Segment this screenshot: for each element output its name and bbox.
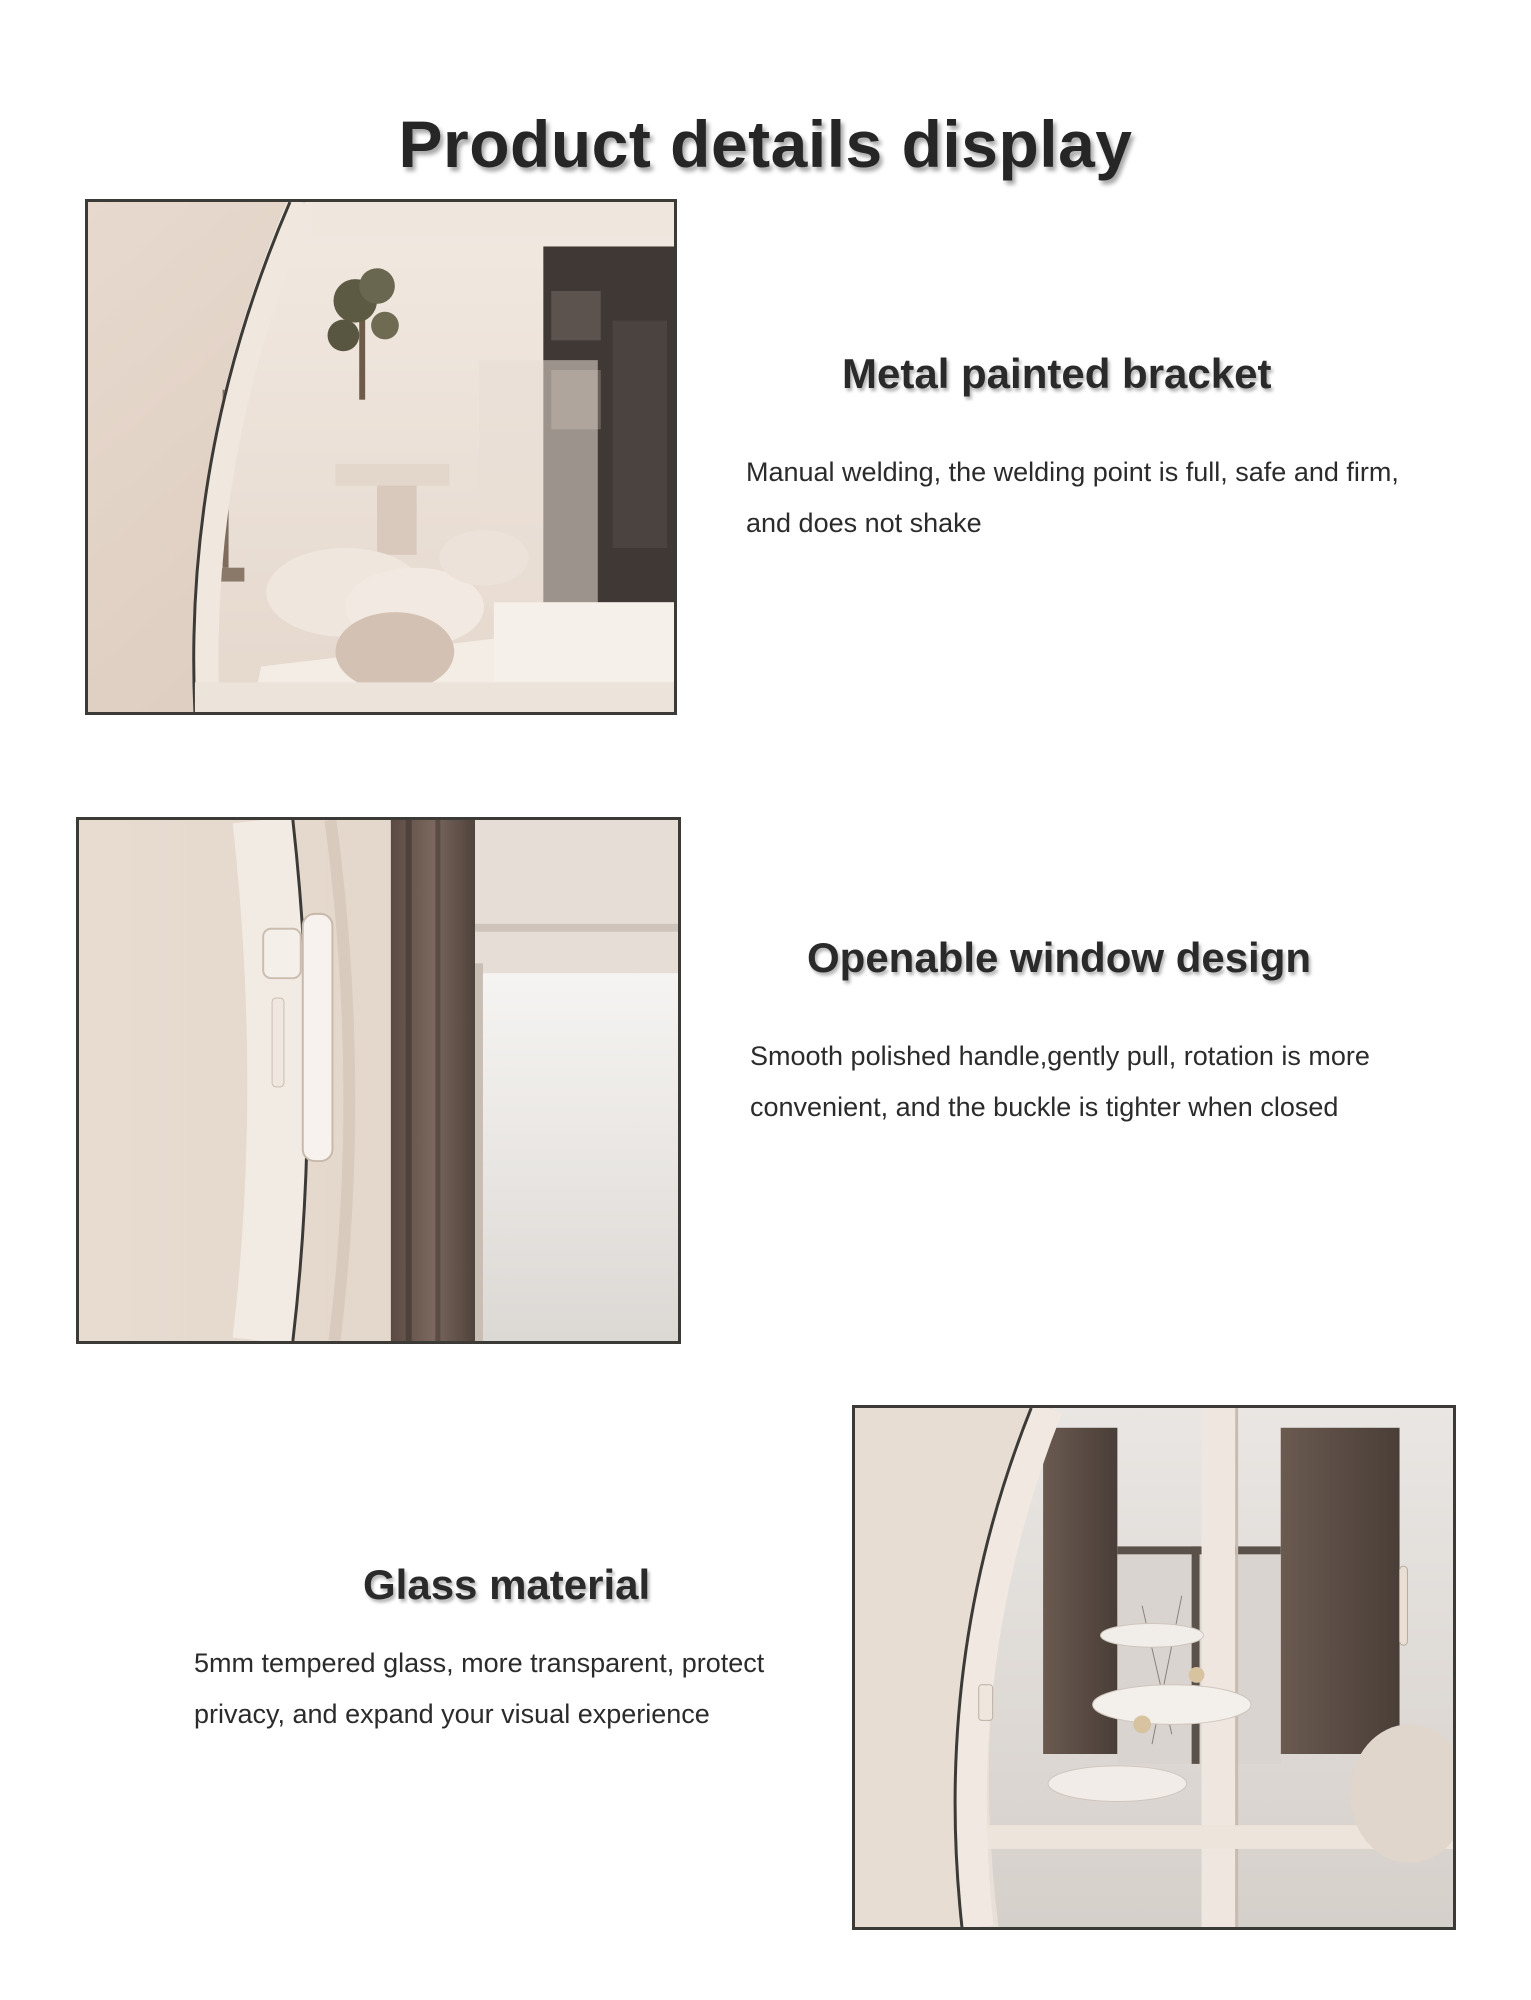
feature-image-glass-window bbox=[852, 1405, 1456, 1930]
feature-title-metal-painted-bracket: Metal painted bracket bbox=[842, 350, 1272, 397]
feature-description-glass-material: 5mm tempered glass, more transparent, protect privacy, and expand your visual experience bbox=[194, 1648, 765, 1729]
page-title: Product details display bbox=[398, 107, 1133, 182]
feature-image-bedroom-window bbox=[85, 199, 677, 715]
feature-description-openable-window-design: Smooth polished handle,gently pull, rotation is more convenient, and the buckle is tighter when closed bbox=[750, 1041, 1370, 1122]
feature-description-metal-painted-bracket: Manual welding, the welding point is full, safe and firm, and does not shake bbox=[746, 457, 1399, 538]
feature-title-glass-material: Glass material bbox=[363, 1561, 651, 1608]
feature-image-window-handle bbox=[76, 817, 681, 1344]
feature-title-openable-window-design: Openable window design bbox=[807, 934, 1312, 981]
